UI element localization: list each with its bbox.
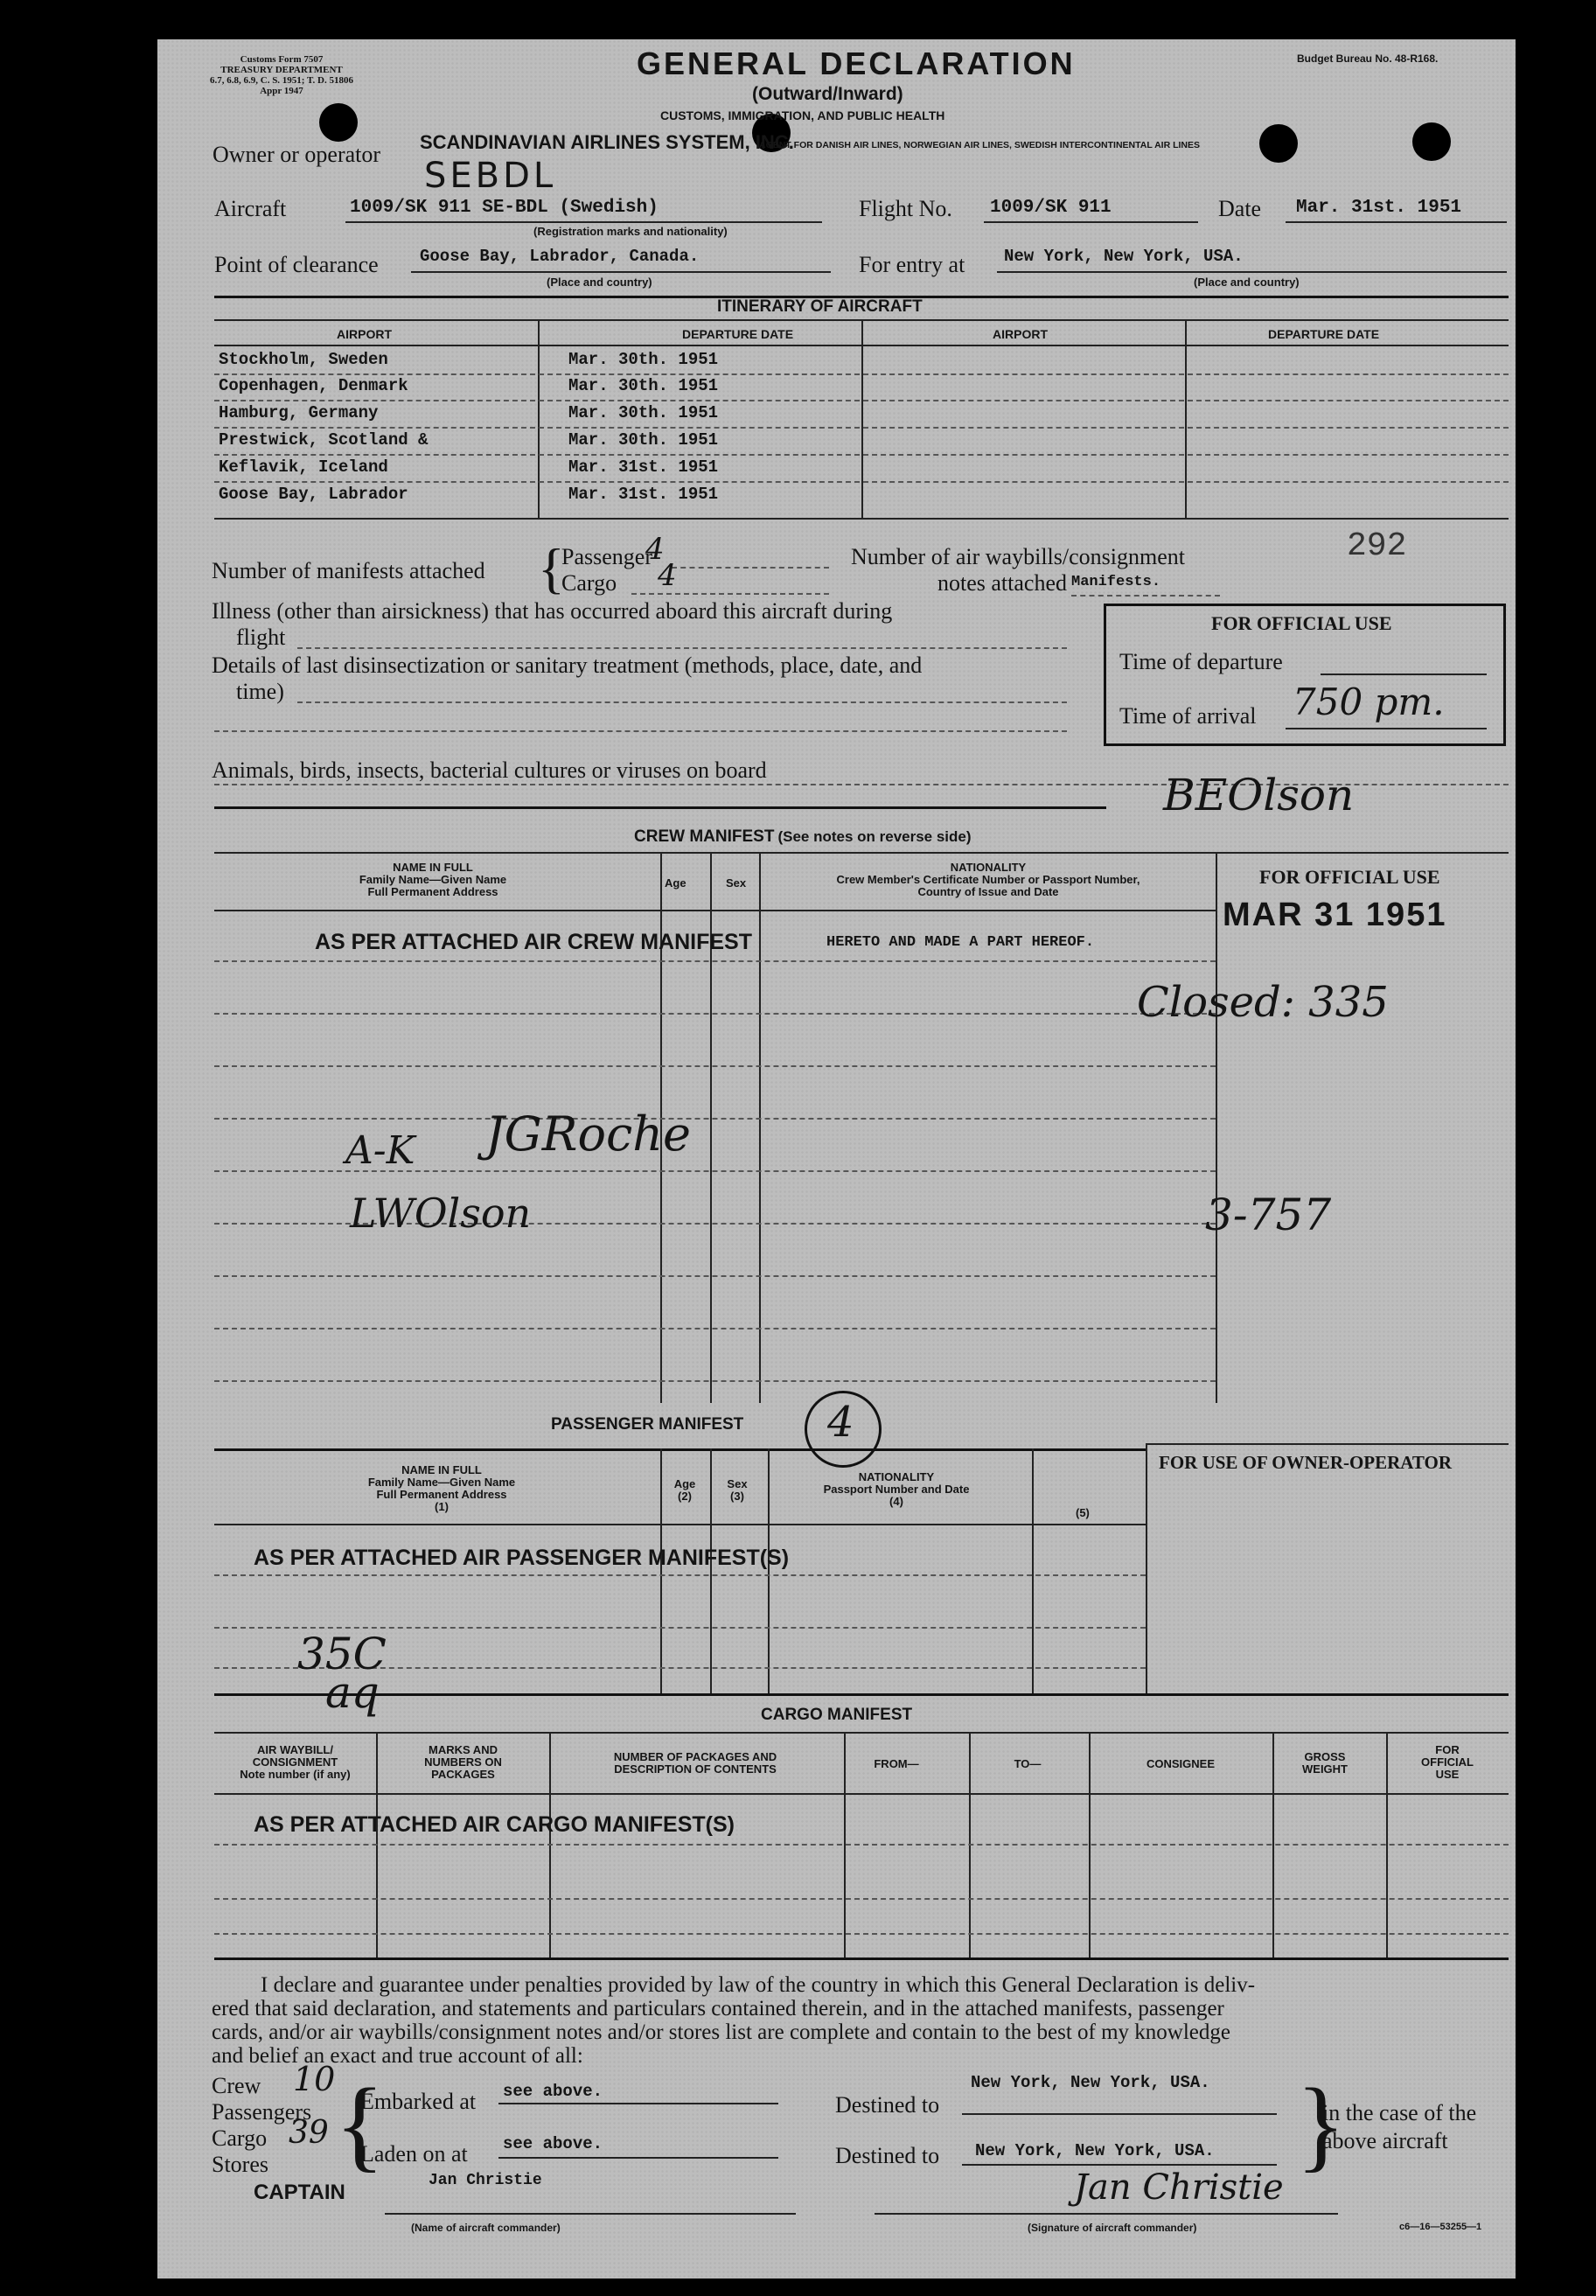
- brace-declaration: {: [335, 2067, 385, 2181]
- embarked-value: see above.: [503, 2082, 603, 2101]
- arrival-label: Time of arrival: [1119, 703, 1257, 729]
- declaration-text: I declare and guarantee under penalties provided by law of the country in which this General Declaration is deliv- ered that said declaration, and statements and particulars contained therein, and in the attached manifests, passenger cards, and/or air waybills/consignment notes and/or stores list are complete and contain to the best of my knowledge and belief an exact and true account of all:: [212, 1973, 1256, 2068]
- crew-col-nationality: NATIONALITY Crew Member's Certificate Number or Passport Number, Country of Issue and Date: [836, 861, 1140, 898]
- cargo-count-label: Cargo: [212, 2125, 268, 2151]
- captain-value: Jan Christie: [429, 2172, 542, 2189]
- passenger-label: Passenger: [561, 544, 652, 569]
- commander-name-note: (Name of aircraft commander): [411, 2222, 561, 2234]
- destined-label-1: Destined to: [835, 2092, 940, 2118]
- entry-note: (Place and country): [1194, 276, 1300, 289]
- clearance-note: (Place and country): [547, 276, 652, 289]
- itinerary-date: Mar. 31st. 1951: [568, 457, 719, 477]
- crew-count-label: Crew: [212, 2073, 261, 2098]
- crew-col-age: Age: [665, 876, 686, 890]
- brace-right: }: [1296, 2067, 1346, 2181]
- form-agencies: CUSTOMS, IMMIGRATION, AND PUBLIC HEALTH: [660, 108, 945, 122]
- cargo-col-official: FOR OFFICIAL USE: [1421, 1743, 1474, 1781]
- passenger-col-age: Age (2): [673, 1477, 696, 1503]
- disinsect-label-2: time): [236, 679, 284, 704]
- entry-value: New York, New York, USA.: [1004, 247, 1244, 266]
- flight-label: Flight No.: [859, 196, 952, 221]
- date-value: Mar. 31st. 1951: [1296, 198, 1462, 218]
- passenger-attached: AS PER ATTACHED AIR PASSENGER MANIFEST(S): [254, 1546, 790, 1570]
- itinerary-date: Mar. 30th. 1951: [568, 403, 719, 422]
- passenger-title: PASSENGER MANIFEST: [551, 1415, 744, 1434]
- owner-label: Owner or operator: [213, 142, 381, 167]
- manifests-label: Number of manifests attached: [212, 558, 485, 583]
- animals-label: Animals, birds, insects, bacterial cultures or viruses on board: [212, 757, 767, 783]
- itinerary-date: Mar. 30th. 1951: [568, 430, 719, 450]
- crew-stamp-date: MAR 31 1951: [1223, 897, 1447, 933]
- cargo-col-weight: GROSS WEIGHT: [1302, 1750, 1348, 1776]
- destined-label-2: Destined to: [835, 2143, 940, 2168]
- passenger-col-sex: Sex (3): [727, 1477, 748, 1503]
- form-subtitle: (Outward/Inward): [752, 84, 903, 104]
- disinsect-label-1: Details of last disinsectization or sanitary treatment (methods, place, date, and: [212, 653, 923, 678]
- case-note: in the case of the above aircraft: [1322, 2100, 1477, 2153]
- cargo-count: 4: [658, 558, 677, 593]
- owner-value: SCANDINAVIAN AIRLINES SYSTEM, INC.: [420, 131, 794, 153]
- crew-count-hand: 10: [293, 2060, 336, 2098]
- destined-value-1: New York, New York, USA.: [971, 2073, 1210, 2092]
- crew-official-title: FOR OFFICIAL USE: [1259, 866, 1440, 888]
- owner-agent: AGENT FOR DANISH AIR LINES, NORWEGIAN AIR LINES, SWEDISH INTERCONTINENTAL AIR LINES: [759, 140, 1201, 150]
- entry-label: For entry at: [859, 252, 965, 277]
- punch-hole: [319, 103, 358, 142]
- form-title: GENERAL DECLARATION: [637, 45, 1076, 81]
- official-use-title: FOR OFFICIAL USE: [1211, 612, 1392, 634]
- illness-label-2: flight: [236, 625, 286, 650]
- cargo-col-packages: NUMBER OF PACKAGES AND DESCRIPTION OF CONTENTS: [613, 1750, 777, 1776]
- clearance-value: Goose Bay, Labrador, Canada.: [420, 247, 700, 266]
- aircraft-label: Aircraft: [214, 196, 287, 221]
- punch-hole: [1412, 122, 1451, 161]
- waybills-value: Manifests.: [1071, 574, 1161, 590]
- cargo-label: Cargo: [561, 570, 617, 596]
- crew-title: CREW MANIFEST (See notes on reverse side): [634, 827, 972, 846]
- cargo-title: CARGO MANIFEST: [761, 1706, 913, 1724]
- hand-35c: 35C: [297, 1629, 387, 1679]
- hand-ak: A-K: [345, 1128, 415, 1173]
- itinerary-airport: Copenhagen, Denmark: [219, 376, 408, 395]
- itinerary-airport: Hamburg, Germany: [219, 403, 379, 422]
- passenger-col-name: NAME IN FULL Family Name—Given Name Full Permanent Address (1): [367, 1463, 516, 1513]
- cargo-count-hand: 39: [289, 2115, 329, 2151]
- arrival-value: 750 pm.: [1293, 680, 1445, 723]
- stores-label: Stores: [212, 2152, 268, 2177]
- passenger-col-5: (5): [1076, 1506, 1090, 1519]
- itinerary-title: ITINERARY OF AIRCRAFT: [717, 297, 923, 316]
- passengers-count-label: Passengers: [212, 2099, 312, 2125]
- stamp-number: 292: [1347, 527, 1407, 565]
- closed-note: Closed: 335: [1137, 978, 1389, 1027]
- cargo-attached: AS PER ATTACHED AIR CARGO MANIFEST(S): [254, 1812, 735, 1837]
- official-signature: BEOlson: [1163, 770, 1355, 820]
- cargo-col-waybill: AIR WAYBILL/ CONSIGNMENT Note number (if any): [240, 1743, 351, 1781]
- commander-sig-note: (Signature of aircraft commander): [1028, 2222, 1197, 2234]
- cargo-col-consignee: CONSIGNEE: [1146, 1757, 1215, 1770]
- crew-col-sex: Sex: [726, 876, 747, 890]
- departure-label: Time of departure: [1119, 649, 1283, 674]
- crew-attached-typed: HERETO AND MADE A PART HEREOF.: [826, 934, 1095, 951]
- captain-label: CAPTAIN: [254, 2181, 345, 2204]
- itinerary-col-date-2: DEPARTURE DATE: [1268, 327, 1380, 341]
- passenger-col-nationality: NATIONALITY Passport Number and Date (4): [823, 1470, 970, 1508]
- passenger-circled-count: 4: [827, 1398, 854, 1447]
- itinerary-airport: Prestwick, Scotland &: [219, 430, 429, 450]
- date-label: Date: [1218, 196, 1262, 221]
- embarked-label: Embarked at: [360, 2089, 477, 2114]
- laden-value: see above.: [503, 2134, 603, 2153]
- itinerary-date: Mar. 31st. 1951: [568, 485, 719, 504]
- aircraft-note: (Registration marks and nationality): [533, 225, 728, 238]
- budget-number: Budget Bureau No. 48-R168.: [1297, 52, 1439, 65]
- itinerary-col-date-1: DEPARTURE DATE: [682, 327, 794, 341]
- destined-value-2: New York, New York, USA.: [975, 2141, 1215, 2160]
- itinerary-col-airport-1: AIRPORT: [337, 327, 392, 341]
- cargo-col-marks: MARKS AND NUMBERS ON PACKAGES: [424, 1743, 502, 1781]
- itinerary-airport: Keflavik, Iceland: [219, 457, 388, 477]
- form-code: c6—16—53255—1: [1399, 2222, 1482, 2232]
- aircraft-value: 1009/SK 911 SE-BDL (Swedish): [350, 198, 659, 218]
- punch-hole: [1259, 124, 1298, 163]
- flight-value: 1009/SK 911: [990, 198, 1112, 218]
- laden-label: Laden on at: [360, 2141, 468, 2167]
- aircraft-handwritten: SEBDL: [424, 156, 557, 196]
- crew-attached: AS PER ATTACHED AIR CREW MANIFEST: [315, 930, 752, 954]
- crew-col-name: NAME IN FULL Family Name—Given Name Full Permanent Address: [359, 861, 507, 898]
- brace: {: [538, 537, 565, 599]
- waybills-label-2: notes attached: [937, 570, 1067, 596]
- hand-signature-olson: LWOlson: [350, 1190, 532, 1237]
- cargo-col-to: TO—: [1014, 1757, 1042, 1770]
- illness-label-1: Illness (other than airsickness) that has occurred aboard this aircraft during: [212, 598, 893, 624]
- itinerary-date: Mar. 30th. 1951: [568, 376, 719, 395]
- waybills-label-1: Number of air waybills/consignment: [851, 544, 1185, 569]
- commander-signature: Jan Christie: [1074, 2167, 1284, 2208]
- cargo-col-from: FROM—: [874, 1757, 919, 1770]
- hand-code: 3-757: [1205, 1190, 1332, 1240]
- hand-aq: aq: [325, 1667, 380, 1718]
- hand-signature-roche: JGRoche: [485, 1106, 691, 1162]
- clearance-label: Point of clearance: [214, 252, 379, 277]
- itinerary-airport: Stockholm, Sweden: [219, 350, 388, 369]
- itinerary-col-airport-2: AIRPORT: [993, 327, 1048, 341]
- form-info: Customs Form 7507 TREASURY DEPARTMENT 6.7, 6.8, 6.9, C. S. 1951; T. D. 51806 Appr 1947: [210, 54, 353, 96]
- itinerary-airport: Goose Bay, Labrador: [219, 485, 408, 504]
- itinerary-date: Mar. 30th. 1951: [568, 350, 719, 369]
- owner-operator-use: FOR USE OF OWNER-OPERATOR: [1159, 1452, 1453, 1473]
- passenger-count: 4: [645, 532, 665, 567]
